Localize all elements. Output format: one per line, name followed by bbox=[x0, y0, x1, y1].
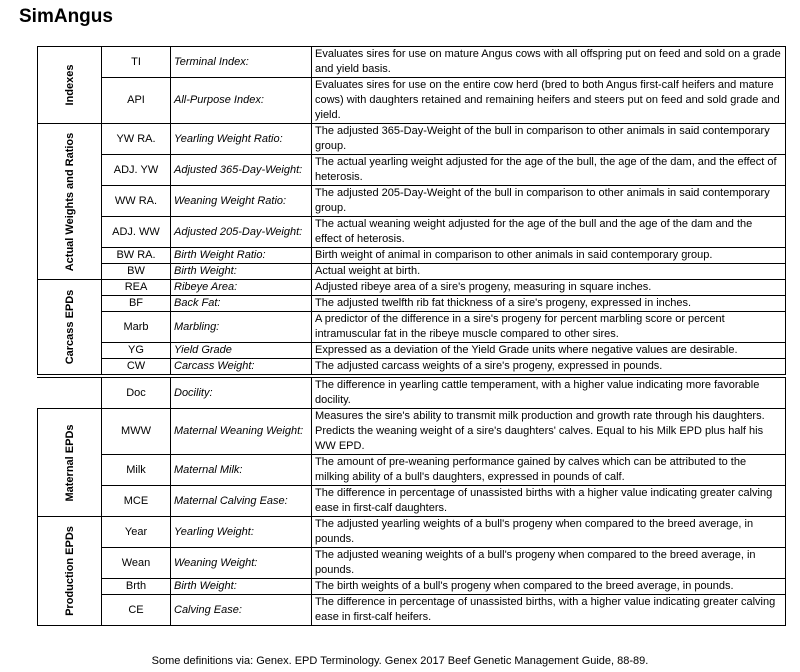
row-term: Birth Weight: bbox=[171, 264, 312, 279]
row-definition: Evaluates sires for use on the entire cow herd (bred to both Angus first-calf heifers and mature cows) with daughters retained and remaining heifers and steers put on feed and sold grade and yield. bbox=[315, 79, 780, 121]
row-term: Adjusted 205-Day-Weight: bbox=[171, 217, 312, 247]
group-label-text: Production EPDs bbox=[63, 526, 76, 616]
table-row bbox=[102, 77, 785, 123]
table-row bbox=[102, 154, 785, 185]
row-definition: The actual weaning weight adjusted for the age of the bull and the age of the dam and the effect of heterosis. bbox=[315, 218, 753, 245]
row-abbreviation: MCE bbox=[102, 486, 171, 516]
row-definition: Birth weight of animal in comparison to other animals in said contemporary group. bbox=[315, 249, 713, 261]
epd-definitions-table bbox=[37, 46, 786, 626]
row-definition: The difference in yearling cattle temperament, with a higher value indicating more favorable docility. bbox=[315, 379, 760, 406]
row-definition: The adjusted weaning weights of a bull's progeny when compared to the breed average, in pounds. bbox=[315, 549, 756, 576]
row-definition: The adjusted 365-Day-Weight of the bull in comparison to other animals in said contemporary group. bbox=[315, 125, 770, 152]
row-term: Maternal Milk: bbox=[171, 455, 312, 485]
row-definition: The difference in percentage of unassisted births with a higher value indicating greater calving ease in first-calf daughters. bbox=[315, 487, 773, 514]
group-label-text: Indexes bbox=[63, 64, 76, 106]
table-row bbox=[102, 216, 785, 247]
group-label-text: Maternal EPDs bbox=[63, 423, 76, 502]
row-abbreviation: BW bbox=[102, 264, 171, 279]
row-term: Calving Ease: bbox=[171, 595, 312, 625]
row-abbreviation: CW bbox=[102, 359, 171, 374]
row-term: Weaning Weight: bbox=[171, 548, 312, 578]
row-abbreviation: REA bbox=[102, 280, 171, 295]
group-label bbox=[38, 124, 102, 279]
row-definition: The adjusted 205-Day-Weight of the bull in comparison to other animals in said contemporary group. bbox=[315, 187, 770, 214]
table-row bbox=[102, 578, 785, 594]
row-abbreviation: Wean bbox=[102, 548, 171, 578]
source-citation: Some definitions via: Genex. EPD Terminology. Genex 2017 Beef Genetic Management Guide, 88-89. bbox=[151, 655, 649, 667]
row-term: Yield Grade bbox=[171, 343, 312, 358]
row-abbreviation: API bbox=[102, 78, 171, 123]
row-definition: The adjusted twelfth rib fat thickness of a sire's progeny, expressed in inches. bbox=[315, 297, 692, 309]
row-abbreviation: CE bbox=[102, 595, 171, 625]
row-definition: The actual yearling weight adjusted for the age of the bull, the age of the dam, and the effect of heterosis. bbox=[315, 156, 777, 183]
row-term: Yearling Weight: bbox=[171, 517, 312, 547]
row-term: Weaning Weight Ratio: bbox=[171, 186, 312, 216]
table-row bbox=[102, 295, 785, 311]
row-term: Ribeye Area: bbox=[171, 280, 312, 295]
row-term: Terminal Index: bbox=[171, 47, 312, 77]
table-row bbox=[102, 124, 785, 154]
row-definition: The adjusted yearling weights of a bull's progeny when compared to the breed average, in pounds. bbox=[315, 518, 754, 545]
table-row bbox=[102, 485, 785, 516]
table-row bbox=[102, 342, 785, 358]
row-abbreviation: Marb bbox=[102, 312, 171, 342]
row-definition: A predictor of the difference in a sire's progeny for percent marbling score or percent intramuscular fat in the ribeye muscle compared to other sires. bbox=[315, 313, 725, 340]
row-abbreviation: MWW bbox=[102, 409, 171, 454]
row-definition: Expressed as a deviation of the Yield Grade units where negative values are desirable. bbox=[315, 344, 738, 356]
group-indexes bbox=[37, 46, 786, 124]
row-abbreviation: WW RA. bbox=[102, 186, 171, 216]
page-title: SimAngus bbox=[19, 6, 113, 27]
row-abbreviation: ADJ. WW bbox=[102, 217, 171, 247]
group-production-epds bbox=[37, 517, 786, 626]
row-definition: The amount of pre-weaning performance gained by calves which can be attributed to the milking ability of a bull's daughters, expressed in pounds of calf. bbox=[315, 456, 747, 483]
row-term: Yearling Weight Ratio: bbox=[171, 124, 312, 154]
group-label bbox=[38, 280, 102, 374]
group-label-spacer bbox=[37, 378, 102, 408]
row-abbreviation: Brth bbox=[102, 579, 171, 594]
row-abbreviation: BW RA. bbox=[102, 248, 171, 263]
row-definition: Measures the sire's ability to transmit milk production and growth rate through his daughters. Predicts the weaning weight of a sire's daughters' calves. Equal to his Milk EPD plus half his WW EPD. bbox=[315, 410, 765, 452]
table-row bbox=[102, 409, 785, 454]
table-row bbox=[102, 517, 785, 547]
row-term: Maternal Weaning Weight: bbox=[171, 409, 312, 454]
row-term: All-Purpose Index: bbox=[171, 78, 312, 123]
group-label-text: Actual Weights and Ratios bbox=[63, 132, 76, 271]
table-row bbox=[102, 358, 785, 374]
row-abbreviation: YG bbox=[102, 343, 171, 358]
group-docility bbox=[37, 377, 786, 409]
group-carcass-epds bbox=[37, 280, 786, 375]
row-abbreviation: Year bbox=[102, 517, 171, 547]
row-abbreviation: TI bbox=[102, 47, 171, 77]
table-row bbox=[102, 378, 785, 408]
row-abbreviation: ADJ. YW bbox=[102, 155, 171, 185]
row-definition: Actual weight at birth. bbox=[315, 265, 421, 277]
table-row bbox=[102, 263, 785, 279]
row-term: Birth Weight: bbox=[171, 579, 312, 594]
row-term: Back Fat: bbox=[171, 296, 312, 311]
row-definition: The difference in percentage of unassisted births, with a higher value indicating greater calving ease in first-calf heifers. bbox=[315, 596, 776, 623]
table-row bbox=[102, 185, 785, 216]
row-term: Adjusted 365-Day-Weight: bbox=[171, 155, 312, 185]
table-row bbox=[102, 280, 785, 295]
table-row bbox=[102, 547, 785, 578]
group-actual-weights bbox=[37, 124, 786, 280]
row-definition: The adjusted carcass weights of a sire's progeny, expressed in pounds. bbox=[315, 360, 663, 372]
row-term: Carcass Weight: bbox=[171, 359, 312, 374]
row-term: Docility: bbox=[171, 378, 312, 408]
row-term: Maternal Calving Ease: bbox=[171, 486, 312, 516]
table-row bbox=[102, 311, 785, 342]
row-term: Birth Weight Ratio: bbox=[171, 248, 312, 263]
row-definition: The birth weights of a bull's progeny when compared to the breed average, in pounds. bbox=[315, 580, 734, 592]
row-abbreviation: Milk bbox=[102, 455, 171, 485]
row-definition: Evaluates sires for use on mature Angus cows with all offspring put on feed and sold on a grade and yield basis. bbox=[315, 48, 781, 75]
table-row bbox=[102, 247, 785, 263]
table-row bbox=[102, 47, 785, 77]
row-abbreviation: YW RA. bbox=[102, 124, 171, 154]
group-maternal-epds bbox=[37, 409, 786, 517]
group-label bbox=[38, 409, 102, 516]
table-row bbox=[102, 454, 785, 485]
row-abbreviation: BF bbox=[102, 296, 171, 311]
group-label bbox=[38, 47, 102, 123]
table-row bbox=[102, 594, 785, 625]
group-label bbox=[38, 517, 102, 625]
row-term: Marbling: bbox=[171, 312, 312, 342]
row-definition: Adjusted ribeye area of a sire's progeny, measuring in square inches. bbox=[315, 281, 652, 293]
group-label-text: Carcass EPDs bbox=[63, 289, 76, 365]
row-abbreviation: Doc bbox=[102, 378, 171, 408]
